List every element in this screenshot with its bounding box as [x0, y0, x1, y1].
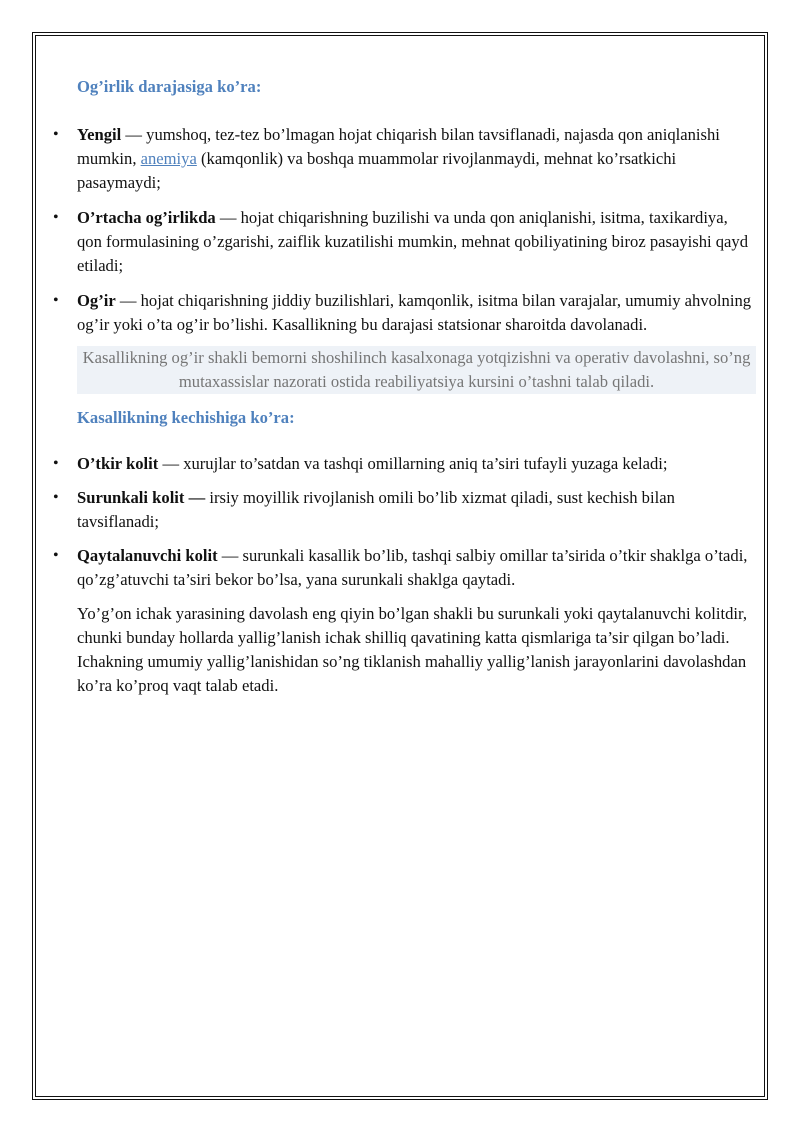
- list-item-ortacha: [53, 206, 756, 278]
- section-heading-course: Kasallikning kechishiga ko’ra:: [77, 408, 295, 427]
- bullet-icon: •: [53, 455, 59, 472]
- bullet-icon: •: [53, 209, 59, 226]
- term-ortacha: O’rtacha og’irlikda: [77, 208, 216, 227]
- term-surunkali: Surunkali kolit —: [77, 488, 206, 507]
- bullet-icon: •: [53, 489, 59, 506]
- list-item-qaytalanuvchi: [53, 544, 756, 592]
- term-ogir: Og’ir: [77, 291, 116, 310]
- bullet-icon: •: [53, 547, 59, 564]
- list-item-surunkali: [53, 486, 756, 534]
- callout-note: Kasallikning og’ir shakli bemorni shoshilinch kasalxonaga yotqizishni va operativ davolashni, so’ng mutaxassislar nazorati ostida reabiliyatsiya kursini o’tashni talab qiladi.: [77, 346, 756, 394]
- term-yengil: Yengil: [77, 125, 122, 144]
- item-text: irsiy moyillik rivojlanish omili bo’lib xizmat qiladi, sust kechish bilan tavsiflanadi;: [77, 488, 675, 531]
- item-text: (kamqonlik) va boshqa muammolar rivojlanmaydi, mehnat ko’rsatkichi pasaymaydi;: [77, 149, 677, 192]
- course-list: [53, 452, 756, 592]
- closing-paragraph: Yo’g’on ichak yarasining davolash eng qiyin bo’lgan shakli bu surunkali yoki qaytalanuvchi kolitdir, chunki bunday hollarda yallig’lanish ichak shilliq qavatining katta qismlariga ta’sir qilgan bo’ladi. Ichakning umumiy yallig’lanishidan so’ng tiklanish mahalliy yallig’lanish jarayonlarini davolashdan ko’ra ko’proq vaqt talab etadi.: [77, 604, 748, 695]
- section-heading-severity: Og’irlik darajasiga ko’ra:: [77, 77, 262, 96]
- anemiya-link[interactable]: anemiya: [140, 149, 197, 168]
- item-text: — xurujlar to’satdan va tashqi omillarning aniq ta’siri tufayli yuzaga keladi;: [158, 454, 668, 473]
- item-text: — surunkali kasallik bo’lib, tashqi salbiy omillar ta’sirida o’tkir shaklga o’tadi, qo’zg’atuvchi ta’siri bekor bo’lsa, yana surunkali shaklga qaytadi.: [77, 546, 748, 589]
- bullet-icon: •: [53, 126, 59, 143]
- section-severity: [44, 75, 756, 698]
- list-item-yengil: [53, 123, 756, 195]
- term-qaytalanuvchi: Qaytalanuvchi kolit: [77, 546, 218, 565]
- list-item-ogir: [53, 289, 756, 337]
- item-text: — hojat chiqarishning buzilishi va unda qon aniqlanishi, isitma, taxikardiya, qon formulasining o’zgarishi, zaiflik kuzatilishi mumkin, mehnat qobiliyatining biroz pasayishi qayd etiladi;: [77, 208, 749, 275]
- item-text: — yumshoq, tez-tez bo’lmagan hojat chiqarish bilan tavsiflanadi, najasda qon aniqlanishi mumkin,: [77, 125, 720, 168]
- term-otkir: O’tkir kolit: [77, 454, 159, 473]
- bullet-icon: •: [53, 292, 59, 309]
- item-text: — hojat chiqarishning jiddiy buzilishlari, kamqonlik, isitma bilan varajalar, umumiy ahvolning og’ir yoki o’ta og’ir bo’lishi. Kasallikning bu darajasi statsionar sharoitda davolanadi.: [77, 291, 752, 334]
- severity-list: [53, 123, 756, 337]
- list-item-otkir: [53, 452, 756, 476]
- document-body: [44, 44, 756, 698]
